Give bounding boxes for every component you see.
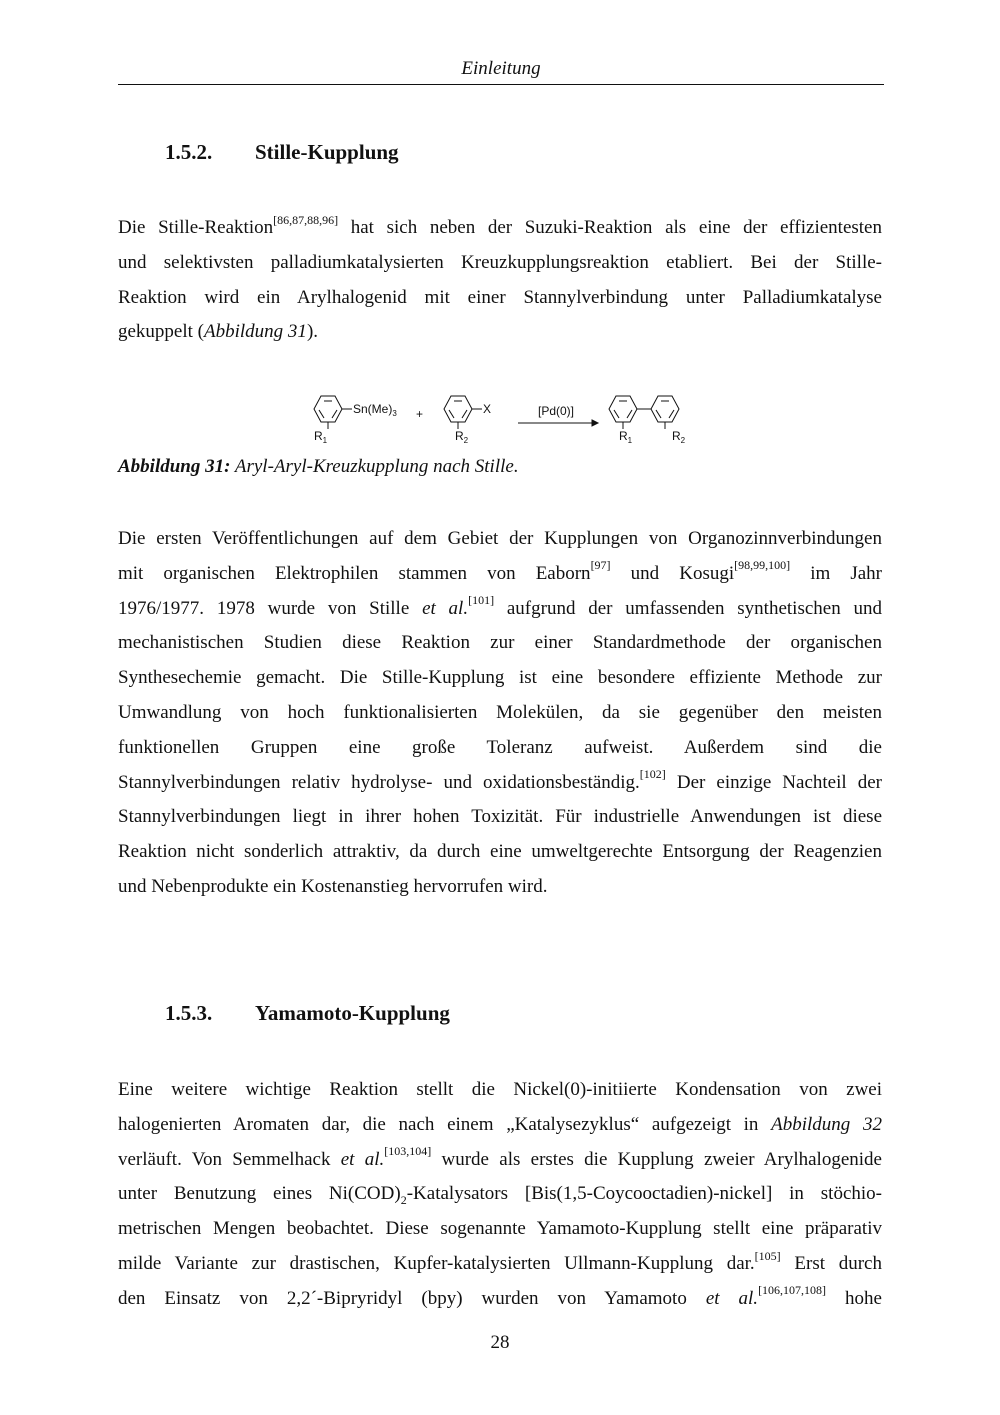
citation: [102] (639, 767, 666, 782)
substituent-label: $R_1$ (314, 429, 328, 445)
substituent-label: $R_2$ (455, 429, 469, 445)
text-line: mit organischen Elektrophilen stammen von Eaborn[97] und Kosugi[98,99,100] im Jahr (118, 558, 882, 584)
text-line: verläuft. Von Semmelhack et al.[103,104] wurde als erstes die Kupplung zweier Arylhalogenide (118, 1144, 882, 1170)
text-line: Die Stille-Reaktion[86,87,88,96] hat sich neben der Suzuki-Reaktion als eine der effizientesten (118, 212, 882, 238)
citation: [97] (590, 558, 611, 573)
citation: [105] (754, 1248, 781, 1263)
caption-text: Aryl-Aryl-Kreuzkupplung nach Stille. (230, 456, 519, 477)
running-header: Einleitung (461, 58, 541, 79)
section-heading-yamamoto (165, 1001, 450, 1026)
stille-reaction-scheme (290, 384, 710, 454)
text-line: den Einsatz von 2,2´-Bipryridyl (bpy) wurden von Yamamoto et al.[106,107,108] hohe (118, 1283, 882, 1309)
text-line: unter Benutzung eines $Ni(COD)_2$-Katalysators [Bis(1,5-Coycooctadien)-nickel] in stöchio- (118, 1183, 882, 1208)
text-line: Stannylverbindungen liegt in ihrer hohen Toxizität. Für industrielle Anwendungen ist diese (118, 806, 882, 828)
text-line: milde Variante zur drastischen, Kupfer-katalysierten Ullmann-Kupplung dar.[105] Erst durch (118, 1248, 882, 1274)
text-line: Stannylverbindungen relativ hydrolyse- und oxidationsbeständig.[102] Der einzige Nachteil der (118, 767, 882, 793)
section-number: 1.5.2. (165, 140, 213, 164)
text-line: Eine weitere wichtige Reaktion stellt die Nickel(0)-initiierte Kondensation von zwei (118, 1079, 882, 1100)
page-number: 28 (490, 1332, 510, 1353)
caption-label: Abbildung 31: (118, 456, 231, 477)
biaryl-product (609, 396, 679, 429)
reagent-stannyl-label: $Sn(Me)_3$ (353, 402, 397, 418)
text-line: Umwandlung von hoch funktionalisierten Molekülen, da sie gegenüber den meisten (118, 701, 882, 723)
text-line: Synthesechemie gemacht. Die Stille-Kupplung ist eine besondere effiziente Methode zur (118, 667, 882, 689)
section-title: Stille-Kupplung (255, 140, 399, 164)
paragraph-stille-intro (118, 211, 882, 350)
substituent-label: $R_2$ (672, 429, 686, 445)
section-number: 1.5.3. (165, 1001, 213, 1025)
citation: [106,107,108] (758, 1283, 827, 1298)
section-title: Yamamoto-Kupplung (255, 1001, 450, 1025)
figure-caption (118, 456, 519, 478)
benzene-ring-2 (444, 396, 482, 429)
halide-label: X (483, 402, 492, 416)
text-line: 1976/1977. 1978 wurde von Stille et al.[101] aufgrund der umfassenden synthetischen und (118, 593, 882, 619)
substituent-label: $R_1$ (619, 429, 633, 445)
text-line: halogenierten Aromaten dar, die nach einem „Katalysezyklus“ aufgezeigt in Abbildung 32 (118, 1113, 882, 1135)
benzene-ring-1 (314, 396, 352, 429)
text-line: mechanistischen Studien diese Reaktion zur einer Standardmethode der organischen (118, 632, 882, 654)
paragraph-yamamoto (118, 1073, 882, 1317)
text-line: und selektivsten palladiumkatalysierten Kreuzkupplungsreaktion etabliert. Bei der Stille- (118, 251, 882, 273)
text-line: und Nebenprodukte ein Kostenanstieg hervorrufen wird. (118, 875, 548, 897)
text-line: Reaktion wird ein Arylhalogenid mit einer Stannylverbindung unter Palladiumkatalyse (118, 286, 882, 308)
figure-reference: Abbildung 31 (204, 321, 307, 343)
text-line: gekuppelt (Abbildung 31). (118, 321, 319, 343)
text-line: Reaktion nicht sonderlich attraktiv, da durch eine umweltgerechte Entsorgung der Reagenzien (118, 841, 882, 863)
citation: [98,99,100] (734, 558, 791, 573)
section-heading-stille (165, 140, 399, 165)
paragraph-stille-history (118, 522, 882, 905)
figure-reference: Abbildung 32 (771, 1113, 882, 1135)
header-rule (118, 84, 884, 85)
plus-sign: + (416, 407, 424, 421)
text-line: Die ersten Veröffentlichungen auf dem Gebiet der Kupplungen von Organozinnverbindungen (118, 528, 882, 549)
citation: [101] (468, 593, 495, 608)
text-line: metrischen Mengen beobachtet. Diese sogenannte Yamamoto-Kupplung stellt eine präparativ (118, 1218, 882, 1240)
text-line: funktionellen Gruppen eine große Toleranz aufweist. Außerdem sind die (118, 736, 882, 758)
catalyst-label: [Pd(0)] (538, 404, 575, 418)
citation: [103,104] (384, 1144, 432, 1159)
citation: [86,87,88,96] (273, 212, 339, 227)
